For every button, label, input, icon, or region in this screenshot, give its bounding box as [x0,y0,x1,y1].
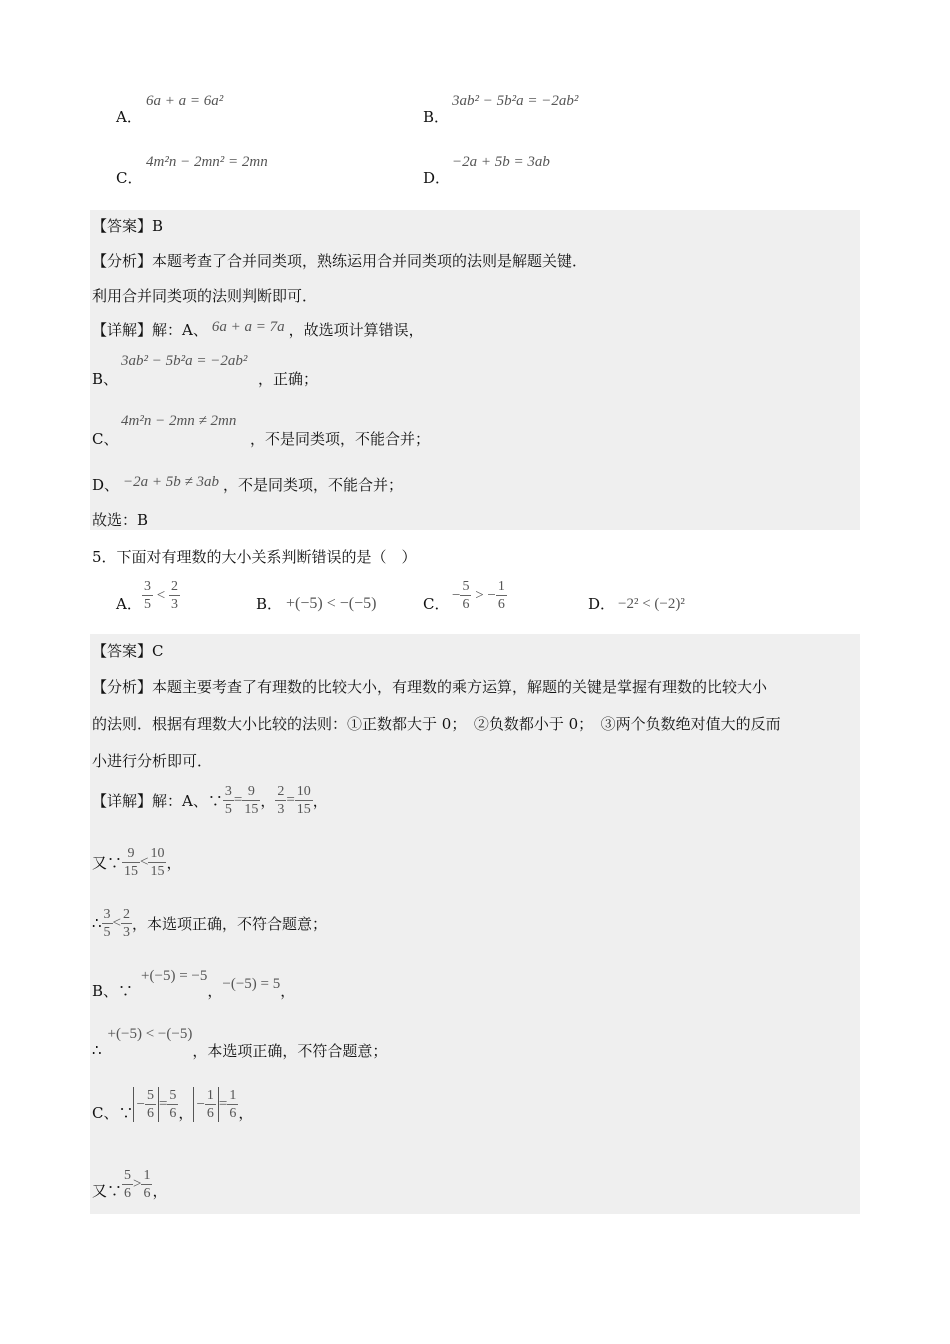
q4-option-b-expr: 3ab² − 5b²a = −2ab² [452,93,579,109]
q5-detail-b-expr2: −(−5) = 5 [222,975,281,992]
q5-option-c-expr: − $\frac{5}{6}$ > − $\frac{1}{6}$ [452,579,505,612]
q4-analysis-line1: 【分析】本题考查了合并同类项，熟练运用合并同类项的法则是解题关键． [92,252,588,270]
q5-analysis-line2: 的法则．根据有理数大小比较的法则：①正数都大于 0； ②负数都小于 0； ③两个负数绝对值大的反而 [92,715,781,733]
q5-detail-c-line1: C、∵ − $\frac{5}{6}$ = $\frac{5}{6}$ ， − $\frac{1}{6}$ = $\frac{1}{6}$ ， [92,1087,254,1122]
q4-analysis-line2: 利用合并同类项的法则判断即可． [92,287,318,305]
q5-detail-c-pre: C、∵ [92,1103,134,1122]
q5-detail-a-pre: 【详解】解：A、∵ [92,791,223,810]
q5-detail-b-expr1: +(−5) = −5 [141,967,208,984]
q5-detail-a-line1: 【详解】解：A、∵ $\frac{3}{5}$ = $\frac{9}{15}$ ， $\frac{2}{3}$ = $\frac{10}{15}$ ， [92,783,328,817]
q4-detail-b-post: ，正确； [258,370,319,388]
q5-option-b-expr: +(−5) < −(−5) [286,595,377,612]
q5-option-a-expr: $\frac{3}{5}$ < $\frac{2}{3}$ [144,579,178,612]
q5-detail-b-line2-post: ，本选项正确，不符合题意； [192,1041,388,1060]
q5-option-b-label: B． [256,595,283,613]
q4-answer: 【答案】B [92,217,164,235]
q5-option-a-label: A． [116,595,142,613]
q4-detail-a [92,319,424,340]
q5-detail-b-line2 [92,1022,387,1058]
q5-detail-b-line1 [92,964,295,1000]
q5-stem: 5．下面对有理数的大小关系判断错误的是（ ） [92,548,417,566]
q4-detail-a-post: ，故选项计算错误， [288,321,424,339]
q4-detail-c-pre: C、 [92,430,119,448]
q4-detail-a-expr: 6a + a = 7a [211,319,285,335]
q4-option-c-expr: 4m²n − 2mn² = 2mn [146,154,268,170]
q5-detail-c-line2: 又∵ $\frac{5}{6}$ > $\frac{1}{6}$ ， [92,1167,168,1201]
q4-option-d-label: D． [423,169,451,187]
q4-detail-c-post: ，不是同类项，不能合并； [250,430,431,448]
comma-1: ， [260,791,276,810]
q5-answer: 【答案】C [92,642,164,660]
q4-choose: 故选：B [92,511,149,529]
comma-7: ， [238,1103,254,1122]
q4-detail-d-pre: D、 [92,476,120,494]
comma-8: ， [152,1181,168,1200]
q5-detail-a-line3: ∴ $\frac{3}{5}$ < $\frac{2}{3}$ ，本选项正确，不符合题意； [92,906,328,940]
again-label-2: 又∵ [92,1181,123,1200]
q5-analysis-line3: 小进行分析即可． [92,752,213,770]
q4-detail-b-pre: B、 [92,370,119,388]
q4-detail-c-expr: 4m²n − 2mn ≠ 2mn [121,413,237,429]
comma-4: ， [207,981,223,1000]
comma-2: ， [312,791,328,810]
q4-detail-b-expr: 3ab² − 5b²a = −2ab² [121,353,248,369]
q5-detail-b-line2-expr: +(−5) < −(−5) [107,1025,193,1042]
q4-detail-d [92,474,403,495]
q4-option-b-label: B． [423,108,450,126]
q5-detail-a-line3-post: ，本选项正确，不符合题意； [132,914,328,933]
q4-detail-d-expr: −2a + 5b ≠ 3ab [123,474,220,490]
q4-option-a-label: A． [116,108,142,126]
q5-analysis-line1: 【分析】本题主要考查了有理数的比较大小，有理数的乘方运算，解题的关键是掌握有理数的比较大小 [92,678,768,696]
again-label: 又∵ [92,853,123,872]
therefore-2: ∴ [92,1041,102,1059]
comma-5: ， [280,981,296,1000]
therefore-1: ∴ [92,914,102,932]
q5-option-d-label: D． [588,595,616,613]
q4-detail-a-pre: 【详解】解：A、 [92,321,208,339]
q5-option-c-label: C． [423,595,450,613]
q4-option-d-expr: −2a + 5b = 3ab [452,154,550,170]
q5-detail-b-pre: B、∵ [92,981,134,1000]
q4-option-c-label: C． [116,169,143,187]
q4-option-a-expr: 6a + a = 6a² [146,93,224,109]
q5-detail-a-line2: 又∵ $\frac{9}{15}$ < $\frac{10}{15}$ ， [92,845,182,879]
q4-detail-d-post: ，不是同类项，不能合并； [223,476,404,494]
comma-6: ， [178,1103,194,1122]
q5-option-d-expr: −2² < (−2)² [618,596,685,612]
comma-3: ， [166,853,182,872]
